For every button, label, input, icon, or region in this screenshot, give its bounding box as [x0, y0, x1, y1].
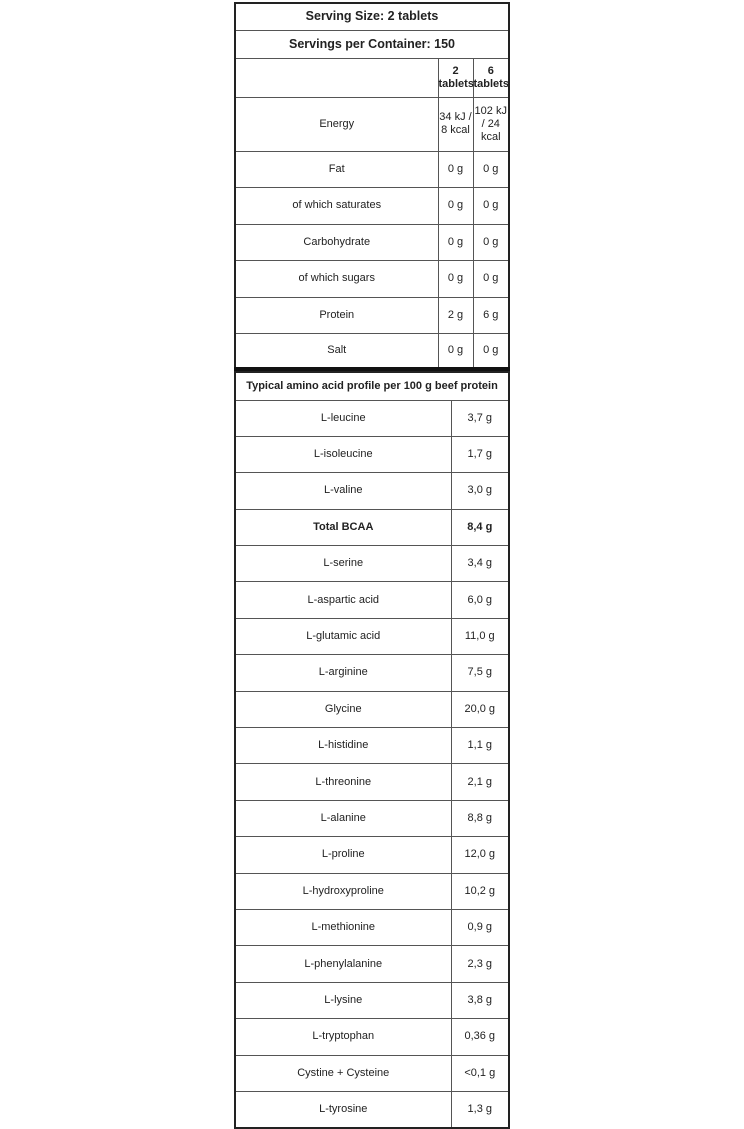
nutrient-name: Protein [235, 297, 438, 333]
amino-acid-name: L-isoleucine [235, 436, 451, 472]
table-row [235, 509, 509, 545]
value-2-tablets: 2 g [438, 297, 473, 333]
column-header-2-tablets: 2 tablets [438, 58, 473, 97]
amino-acid-value: 3,8 g [451, 982, 509, 1018]
value-2-tablets: 0 g [438, 333, 473, 369]
amino-acid-name: L-tyrosine [235, 1091, 451, 1127]
nutrition-facts-panel [234, 2, 508, 1129]
value-6-tablets: 0 g [473, 224, 509, 260]
table-row [235, 187, 509, 224]
amino-acid-value: 3,7 g [451, 400, 509, 436]
amino-acid-value: 7,5 g [451, 655, 509, 691]
value-2-tablets: 0 g [438, 260, 473, 297]
amino-acid-value: 11,0 g [451, 618, 509, 654]
table-row [235, 260, 509, 297]
value-6-tablets: 0 g [473, 187, 509, 224]
nutrient-name: of which saturates [235, 187, 438, 224]
amino-acid-value: 2,1 g [451, 764, 509, 800]
amino-acid-name: L-histidine [235, 728, 451, 764]
amino-acid-value: 3,4 g [451, 546, 509, 582]
amino-rows [235, 400, 509, 1128]
table-row [235, 691, 509, 727]
value-6-tablets: 0 g [473, 151, 509, 187]
amino-acid-value: 8,8 g [451, 800, 509, 836]
amino-acid-value: <0,1 g [451, 1055, 509, 1091]
serving-size: Serving Size: 2 tablets [235, 3, 509, 30]
amino-acid-name: L-alanine [235, 800, 451, 836]
servings-per-container-row [235, 30, 509, 58]
table-row [235, 333, 509, 369]
amino-acid-name: Total BCAA [235, 509, 451, 545]
amino-acid-value: 10,2 g [451, 873, 509, 909]
amino-acid-value: 2,3 g [451, 946, 509, 982]
value-2-tablets: 0 g [438, 151, 473, 187]
value-6-tablets: 0 g [473, 260, 509, 297]
amino-acid-name: L-leucine [235, 400, 451, 436]
table-row [235, 982, 509, 1018]
amino-acid-value: 0,9 g [451, 909, 509, 945]
table-row [235, 97, 509, 151]
amino-acid-name: L-glutamic acid [235, 618, 451, 654]
nutrient-name: of which sugars [235, 260, 438, 297]
header-empty-cell [235, 58, 438, 97]
nutrient-name: Salt [235, 333, 438, 369]
table-row [235, 728, 509, 764]
table-row [235, 837, 509, 873]
value-6-tablets: 102 kJ / 24 kcal [473, 97, 509, 151]
value-2-tablets: 0 g [438, 224, 473, 260]
value-2-tablets: 0 g [438, 187, 473, 224]
nutrient-name: Energy [235, 97, 438, 151]
amino-acid-value: 12,0 g [451, 837, 509, 873]
value-2-tablets: 34 kJ / 8 kcal [438, 97, 473, 151]
table-row [235, 582, 509, 618]
table-row [235, 1091, 509, 1127]
amino-title-row [235, 372, 509, 400]
amino-acid-name: L-valine [235, 473, 451, 509]
amino-acid-value: 1,1 g [451, 728, 509, 764]
table-row [235, 946, 509, 982]
table-row [235, 297, 509, 333]
amino-acid-name: L-hydroxyproline [235, 873, 451, 909]
value-6-tablets: 6 g [473, 297, 509, 333]
amino-acid-value: 20,0 g [451, 691, 509, 727]
nutrient-name: Carbohydrate [235, 224, 438, 260]
table-row [235, 436, 509, 472]
column-header-6-tablets: 6 tablets [473, 58, 509, 97]
amino-acid-name: L-arginine [235, 655, 451, 691]
amino-acid-name: L-lysine [235, 982, 451, 1018]
table-row [235, 800, 509, 836]
table-row [235, 151, 509, 187]
nutrient-name: Fat [235, 151, 438, 187]
amino-acid-value: 0,36 g [451, 1019, 509, 1055]
table-row [235, 400, 509, 436]
amino-acid-value: 1,7 g [451, 436, 509, 472]
nutrition-table [234, 2, 510, 371]
table-row [235, 764, 509, 800]
amino-profile-title: Typical amino acid profile per 100 g beef protein [235, 372, 509, 400]
amino-acid-name: L-tryptophan [235, 1019, 451, 1055]
table-row [235, 224, 509, 260]
servings-per-container: Servings per Container: 150 [235, 30, 509, 58]
amino-acid-table [234, 371, 510, 1129]
amino-acid-name: Glycine [235, 691, 451, 727]
table-row [235, 1019, 509, 1055]
table-row [235, 655, 509, 691]
amino-acid-name: L-phenylalanine [235, 946, 451, 982]
amino-acid-value: 8,4 g [451, 509, 509, 545]
amino-acid-name: L-serine [235, 546, 451, 582]
amino-acid-name: L-threonine [235, 764, 451, 800]
table-row [235, 1055, 509, 1091]
table-row [235, 909, 509, 945]
column-header-row [235, 58, 509, 97]
amino-acid-name: L-proline [235, 837, 451, 873]
table-row [235, 473, 509, 509]
serving-size-row [235, 3, 509, 30]
amino-acid-value: 6,0 g [451, 582, 509, 618]
table-row [235, 873, 509, 909]
amino-acid-value: 1,3 g [451, 1091, 509, 1127]
table-row [235, 618, 509, 654]
amino-acid-name: L-methionine [235, 909, 451, 945]
table-row [235, 546, 509, 582]
amino-acid-name: L-aspartic acid [235, 582, 451, 618]
amino-acid-value: 3,0 g [451, 473, 509, 509]
value-6-tablets: 0 g [473, 333, 509, 369]
amino-acid-name: Cystine + Cysteine [235, 1055, 451, 1091]
